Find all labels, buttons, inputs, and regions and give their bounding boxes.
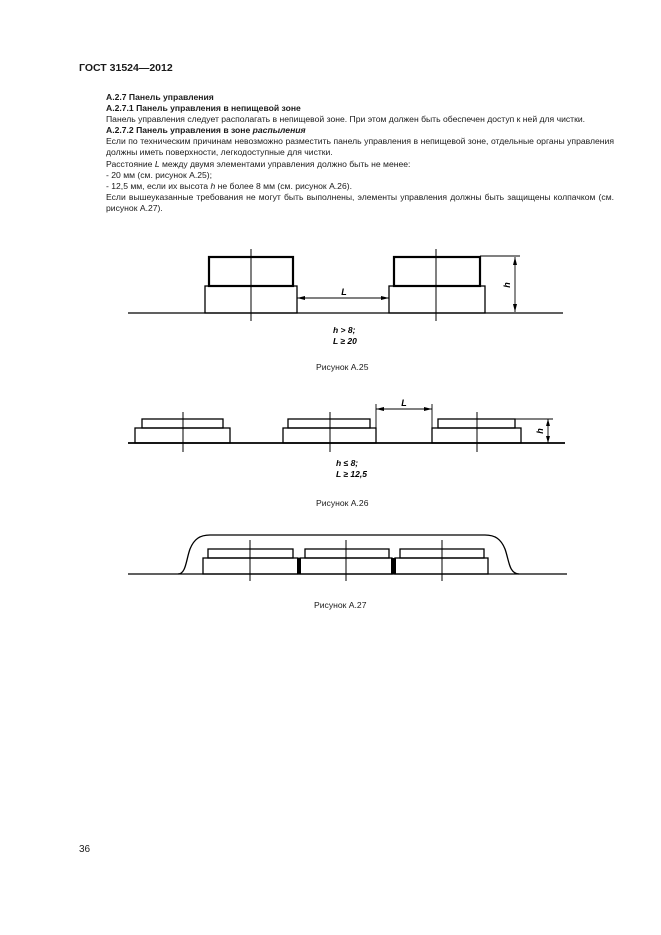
paragraph-a272: Если по техническим причинам невозможно разместить панель управления в непищевой зоне, отдельные органы управления должны иметь поверхности, легкодоступные для чистки. — [106, 136, 614, 158]
figure-a25 — [0, 245, 661, 355]
heading-a272-emphasis: распыления — [252, 125, 306, 136]
caption-a27: Рисунок А.27 — [314, 600, 367, 610]
section-body — [80, 92, 614, 214]
figure-a27 — [0, 528, 661, 598]
heading-a27: А.2.7 Панель управления — [106, 92, 214, 102]
distance-post: между двумя элементами управления должно быть не менее: — [159, 158, 411, 169]
page-number: 36 — [79, 844, 91, 855]
condition-L: L ≥ 20 — [333, 336, 357, 346]
paragraph-a271: Панель управления следует располагать в непищевой зоне. При этом должен быть обеспечен доступ к ней для чистки. — [106, 114, 586, 125]
distance-pre: Расстояние — [106, 158, 155, 169]
paragraph-distance — [80, 159, 614, 170]
figure-a26 — [0, 395, 661, 485]
item2-symbol: h — [210, 180, 216, 191]
label-L: L — [341, 287, 347, 297]
control-knob — [305, 549, 389, 558]
label-h: h — [502, 282, 512, 288]
distance-symbol: L — [154, 158, 160, 169]
label-L: L — [401, 398, 407, 408]
list-item — [80, 181, 614, 192]
control-knob — [288, 419, 370, 428]
gap-fill — [391, 558, 396, 574]
control-knob — [394, 257, 480, 286]
condition-h: h > 8; — [333, 325, 356, 335]
label-h: h — [535, 428, 545, 434]
condition-L: L ≥ 12,5 — [336, 469, 367, 479]
document-header: ГОСТ 31524—2012 — [79, 62, 173, 74]
caption-a25: Рисунок А.25 — [316, 362, 369, 372]
condition-h: h ≤ 8; — [336, 458, 359, 468]
gap-fill — [297, 558, 301, 574]
paragraph-last: Если вышеуказанные требования не могут быть выполнены, элементы управления должны быть защищены колпачком (см. рисунок А.27). — [106, 191, 614, 213]
heading-a272 — [80, 125, 614, 136]
heading-a271: А.2.7.1 Панель управления в непищевой зоне — [106, 103, 301, 114]
item2-pre: - 12,5 мм, если их высота — [106, 180, 211, 191]
caption-a26: Рисунок А.26 — [316, 498, 369, 508]
item2-post: не более 8 мм (см. рисунок А.26). — [215, 180, 352, 191]
control-base — [389, 286, 485, 313]
list-item: - 20 мм (см. рисунок А.25); — [106, 169, 213, 180]
heading-a272-prefix: А.2.7.2 Панель управления в зоне — [106, 125, 253, 136]
protective-cap — [178, 535, 519, 574]
